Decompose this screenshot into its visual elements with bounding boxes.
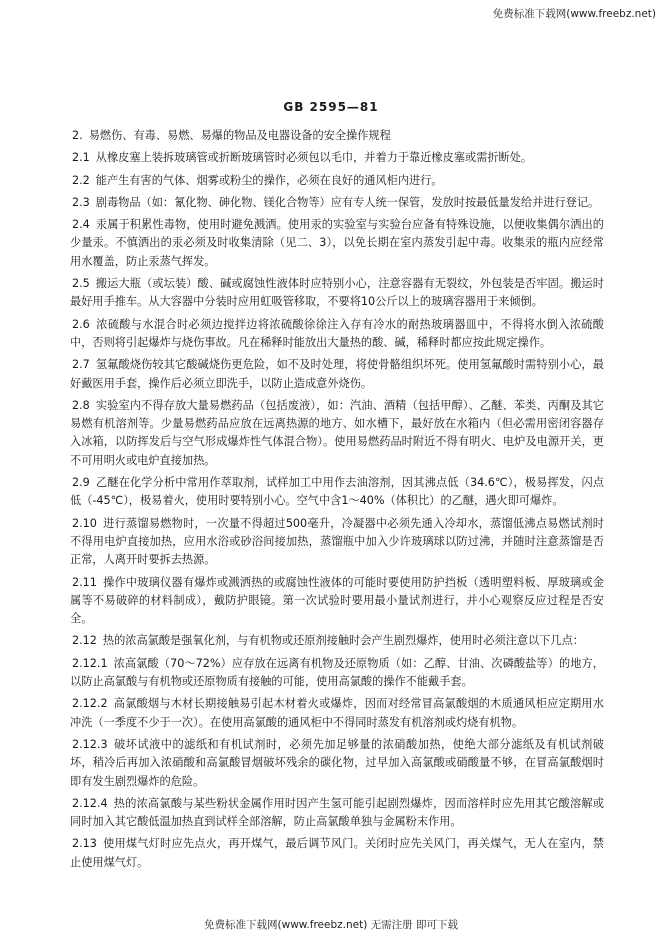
- clause-text: 搬运大瓶（或坛装）酸、碱或腐蚀性液体时应特别小心，注意容器有无裂纹，外包装是否牢固。搬运时最好用手推车。从大容器中分装时应用虹吸管移取，不要将10公斤以上的玻璃容器用于来倾倒。: [70, 277, 604, 309]
- clause-text: 浓高氯酸（70～72%）应存放在远离有机物及还原物质（如：乙醇、甘油、次磷酸盐等）的地方，以防止高氯酸与有机物或还原物质有接触的可能，使用高氯酸的操作不能戴手套。: [70, 656, 604, 689]
- clause-number: 2.10: [72, 516, 97, 530]
- clause-2-11: [70, 574, 604, 629]
- clause-2-9: [70, 474, 604, 511]
- clause-text: 破坏试液中的滤纸和有机试剂时，必须先加足够量的浓硝酸加热，使绝大部分滤纸及有机试剂破坏，稍冷后再加入浓硝酸和高氯酸冒烟破坏残余的碳化物，过早加入高氯酸或硝酸量不够，在冒高氯酸烟时即有发生剧烈爆炸的危险。: [70, 737, 604, 788]
- clause-text: 从橡皮塞上装拆玻璃管或折断玻璃管时必须包以毛巾，并着力于靠近橡皮塞或需折断处。: [95, 151, 533, 165]
- clause-number: 2.5: [72, 277, 90, 291]
- clause-2-12-4: [70, 795, 604, 832]
- clause-number: 2.3: [72, 195, 90, 209]
- clause-number: 2.9: [72, 476, 90, 490]
- clause-text: 能产生有害的气体、烟雾或粉尘的操作，必须在良好的通风柜内进行。: [95, 173, 443, 187]
- clause-text: 进行蒸馏易燃物时，一次量不得超过500毫升，冷凝器中必须先通入冷却水，蒸馏低沸点易燃试剂时不得用电炉直接加热，应用水浴或砂浴间接加热，蒸馏瓶中加入少许玻璃球以防过沸，并随时注意蒸馏是否正常，人离开时要拆去热源。: [70, 516, 604, 567]
- clause-text: 实验室内不得存放大量易燃药品（包括废液），如：汽油、酒精（包括甲醇）、乙醚、苯类、丙酮及其它易燃有机溶剂等。少量易燃药品应放在远离热源的地方、如水槽下，最好放在水箱内（但必需用密闭容器存入冰箱，以防挥发后与空气形成爆炸性气体混合物）。使用易燃药品时附近不得有明火、电炉及电源开关，更不可用明火或电炉直接加热。: [70, 398, 604, 467]
- clause-2-12-2: [70, 695, 604, 732]
- clause-2-3: [70, 194, 604, 212]
- clause-text: 浓硫酸与水混合时必须边搅拌边将浓硫酸徐徐注入存有冷水的耐热玻璃器皿中，不得将水倒入浓硫酸中，否则将引起爆炸与烧伤事故。凡在稀释时能放出大量热的酸、碱，稀释时都应按此规定操作。: [70, 317, 604, 349]
- clause-number: 2.12.2: [72, 697, 108, 711]
- document-body: [70, 127, 604, 872]
- standard-number-header: GB 2595—81: [283, 100, 379, 114]
- clause-number: 2.4: [72, 218, 90, 232]
- clause-2-2: [70, 172, 604, 190]
- clause-number: 2.1: [72, 151, 90, 165]
- section-text: 易燃伤、有毒、易燃、易爆的物品及电器设备的安全操作规程: [88, 129, 391, 142]
- clause-2-7: [70, 356, 604, 393]
- clause-2-1: [70, 149, 604, 167]
- clause-number: 2.12.1: [72, 656, 108, 670]
- clause-text: 乙醚在化学分析中常用作萃取剂，试样加工中用作去油溶剂，因其沸点低（34.6℃），极易挥发，闪点低（-45℃），极易着火，使用时要特别小心。空气中含1～40%（体积比）的乙醚，遇火即可爆炸。: [70, 476, 604, 508]
- clause-text: 使用煤气灯时应先点火，再开煤气，最后调节风门。关闭时应先关风门，再关煤气，无人在室内，禁止使用煤气灯。: [70, 837, 604, 869]
- clause-number: 2.7: [72, 358, 90, 372]
- clause-2-12-1: [70, 655, 604, 692]
- clause-number: 2.6: [72, 317, 90, 331]
- clause-2-4: [70, 216, 604, 271]
- section-number: 2.: [72, 129, 83, 142]
- clause-number: 2.11: [72, 575, 97, 589]
- clause-text: 热的浓高氯酸与某些粉状金属作用时因产生氢可能引起剧烈爆炸，因而溶样时应先用其它酸溶解或同时加入其它酸低温加热直到试样全部溶解，防止高氯酸单独与金属粉末作用。: [70, 796, 604, 829]
- clause-number: 2.2: [72, 173, 90, 187]
- clause-number: 2.13: [72, 837, 97, 851]
- clause-2-10: [70, 515, 604, 570]
- bottom-watermark: 免费标准下载网(www.freebz.net) 无需注册 即可下载: [204, 919, 458, 931]
- clause-number: 2.12.3: [72, 737, 108, 751]
- clause-2-6: [70, 316, 604, 353]
- clause-2-8: [70, 397, 604, 470]
- clause-text: 操作中玻璃仪器有爆炸或溅洒热的或腐蚀性液体的可能时要使用防护挡板（透明塑料板、厚玻璃或金属等不易破碎的材料制成），戴防护眼镜。第一次试验时要用最小量试剂进行，并小心观察反应过程是否安全。: [70, 575, 604, 626]
- clause-text: 氢氟酸烧伤较其它酸碱烧伤更危险，如不及时处理，将使骨骼组织坏死。使用氢氟酸时需特别小心，最好戴医用手套，操作后必须立即洗手，以防止造成意外烧伤。: [70, 358, 604, 390]
- clause-number: 2.12.4: [72, 796, 108, 810]
- clause-2-12-3: [70, 736, 604, 791]
- clause-number: 2.12: [72, 634, 97, 648]
- clause-text: 汞属于积累性毒物，使用时避免溅洒。使用汞的实验室与实验台应备有特殊设施，以便收集偶尔洒出的少量汞。不慎洒出的汞必须及时收集清除（见二、3），以免长期在室内蒸发引起中毒。收集汞的瓶内应经常用水覆盖，防止汞蒸气挥发。: [70, 218, 604, 268]
- clause-2-13: [70, 835, 604, 872]
- top-watermark: 免费标准下载网(www.freebz.net): [492, 8, 656, 20]
- clause-number: 2.8: [72, 398, 90, 412]
- clause-2-12: [70, 632, 604, 650]
- section-2: [70, 127, 604, 145]
- clause-text: 热的浓高氯酸是强氧化剂，与有机物或还原剂接触时会产生剧烈爆炸，使用时必须注意以下几点：: [102, 634, 584, 648]
- clause-text: 剧毒物品（如：氰化物、砷化物、镁化合物等）应有专人统一保管，发放时按最低量发给并进行登记。: [95, 195, 600, 209]
- clause-2-5: [70, 275, 604, 312]
- clause-text: 高氯酸烟与木材长期接触易引起木材着火或爆炸，因而对经常冒高氯酸烟的木质通风柜应定期用水冲洗（一季度不少于一次）。在使用高氯酸的通风柜中不得同时蒸发有机溶剂或灼烧有机物。: [70, 697, 604, 729]
